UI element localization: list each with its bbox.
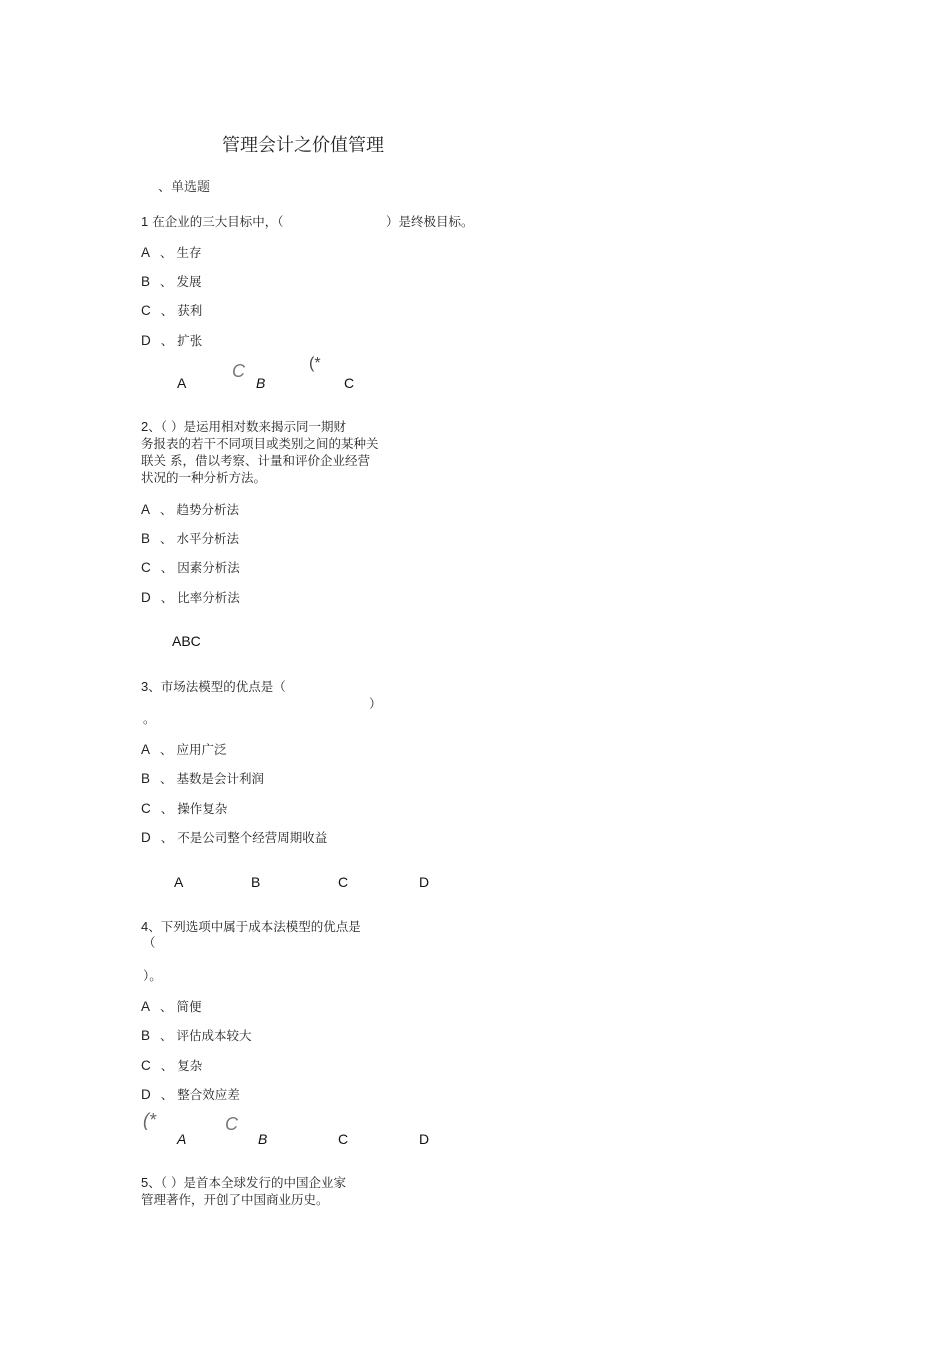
question-2-answer: ABC: [172, 633, 201, 649]
question-2-option-a: A 、 趋势分析法: [141, 502, 240, 517]
question-2-option-d: D 、 比率分析法: [141, 590, 240, 605]
question-4-option-c: C 、 复杂: [141, 1058, 203, 1073]
question-3-period: 。: [143, 711, 156, 726]
question-3-option-a: A 、 应用广泛: [141, 742, 227, 757]
question-1-answer-2: B: [256, 375, 266, 391]
question-4-open-paren: （: [143, 935, 156, 950]
question-4-stem: 4、下列选项中属于成本法模型的优点是: [141, 919, 361, 934]
question-1-option-c: C 、 获利: [141, 303, 203, 318]
question-2-stem: 2、（ ）是运用相对数来揭示同一期财 务报表的若干不同项目或类别之间的某种关 联关 系，借以考察、计量和评价企业经营 状况的一种分析方法。: [141, 419, 379, 485]
question-3-stem: 3、市场法模型的优点是（: [141, 679, 286, 694]
question-1-number: 1: [141, 214, 149, 229]
question-1-answer-3: C: [344, 375, 355, 391]
question-4-option-b: B 、 评估成本较大: [141, 1028, 252, 1043]
question-3-answer-3: C: [338, 874, 349, 890]
document-title: 管理会计之价值管理: [222, 135, 384, 156]
question-4-number: 4: [141, 919, 149, 934]
question-1-mark-1: C: [232, 361, 245, 381]
question-4-answer-2: B: [258, 1131, 268, 1147]
question-4-option-d: D 、 整合效应差: [141, 1087, 240, 1102]
question-1-option-a: A 、 生存: [141, 245, 202, 260]
question-4-answer-3: C: [338, 1131, 349, 1147]
question-3-answer-2: B: [251, 874, 261, 890]
question-1-option-d: D 、 扩张: [141, 333, 203, 348]
question-4-option-a: A 、 简便: [141, 999, 202, 1014]
section-heading: 、单选题: [158, 180, 211, 195]
question-1-text-end: ）是终极目标。: [386, 214, 474, 229]
question-1-answer-1: A: [177, 375, 187, 391]
question-4-close-paren: ）。: [143, 968, 162, 983]
question-3-answer-4: D: [419, 874, 430, 890]
question-3-answer-1: A: [174, 874, 184, 890]
question-2-option-c: C 、 因素分析法: [141, 560, 240, 575]
question-5-stem: 5、（ ）是首本全球发行的中国企业家 管理著作，开创了中国商业历史。: [141, 1175, 346, 1207]
question-1-mark-2: (*: [309, 355, 321, 372]
question-2-number: 2: [141, 419, 149, 434]
question-5-number: 5: [141, 1175, 149, 1190]
question-3-option-b: B 、 基数是会计利润: [141, 771, 265, 786]
question-4-answer-4: D: [419, 1131, 430, 1147]
question-1-text-start: 在企业的三大目标中，（: [152, 214, 284, 229]
question-2-option-b: B 、 水平分析法: [141, 531, 240, 546]
question-1-stem: [141, 213, 283, 230]
question-1-option-b: B 、 发展: [141, 274, 202, 289]
question-4-mark-2: C: [225, 1114, 238, 1134]
question-4-answer-1: A: [177, 1131, 187, 1147]
question-3-number: 3: [141, 679, 149, 694]
question-3-option-c: C 、 操作复杂: [141, 801, 228, 816]
question-4-mark-1: (*: [143, 1110, 156, 1130]
question-3-close-paren: ）: [369, 696, 382, 711]
question-3-option-d: D 、 不是公司整个经营周期收益: [141, 830, 328, 845]
